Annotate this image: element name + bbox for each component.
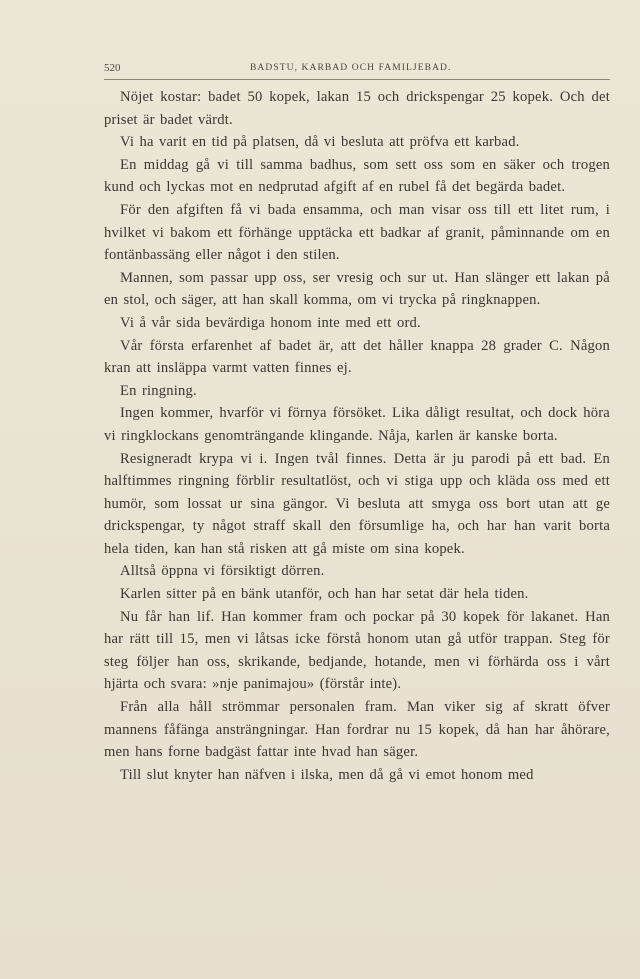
paragraph: För den afgiften få vi bada ensamma, och man visar oss till ett litet rum, i hvilket vi bakom ett förhänge upptäcka ett badkar af granit, påminnande om en fontänbassäng eller något i den stilen.: [104, 201, 610, 264]
paragraph: Vi å vår sida bevärdiga honom inte med ett ord.: [120, 314, 421, 331]
paragraph: Nu får han lif. Han kommer fram och pockar på 30 kopek för lakanet. Han har rätt till 15, men vi låtsas icke förstå honom utan gå utför trappan. Steg för steg följer han oss, skrikande, bedjande, hotande, men vi förhärda oss i vårt hjärta och svara: »nje panimajou» (förstår inte).: [104, 608, 610, 693]
page-number: 520: [104, 62, 121, 74]
header-rule: [104, 79, 610, 80]
paragraph: En middag gå vi till samma badhus, som sett oss som en säker och trogen kund och lyckas mot en nedprutad afgift af en rubel få det begärda badet.: [104, 156, 610, 196]
paragraph: Nöjet kostar: badet 50 kopek, lakan 15 och drickspengar 25 kopek. Och det priset är badet värdt.: [104, 89, 610, 128]
paragraph: Mannen, som passar upp oss, ser vresig och sur ut. Han slänger ett lakan på en stol, och säger, att han skall komma, om vi trycka på ringknappen.: [104, 269, 610, 309]
paragraph: Vår första erfarenhet af badet är, att det håller knappa 28 grader C. Någon kran att insläppa varmt vatten finnes ej.: [104, 337, 610, 377]
body-text: [104, 86, 610, 786]
paragraph: Från alla håll strömmar personalen fram. Man viker sig af skratt öfver mannens fåfänga ansträngningar. Han fordrar nu 15 kopek, då han har åhörare, men hans forne badgäst fattar inte hvad han säger.: [104, 699, 610, 761]
running-title: BADSTU, KARBAD OCH FAMILJEBAD.: [250, 63, 452, 73]
page-header: [104, 60, 610, 80]
paragraph: Alltså öppna vi försiktigt dörren.: [120, 563, 325, 580]
paragraph: Ingen kommer, hvarför vi förnya försöket. Lika dåligt resultat, och dock höra vi ringklockans genomträngande klingande. Nåja, karlen är kanske borta.: [104, 405, 610, 444]
paragraph: En ringning.: [120, 382, 197, 399]
paragraph: Vi ha varit en tid på platsen, då vi besluta att pröfva ett karbad.: [120, 134, 520, 151]
paragraph: Resigneradt krypa vi i. Ingen tvål finnes. Detta är ju parodi på ett bad. En halftimmes ringning förblir resultatlöst, och vi stiga upp och kläda oss med ett humör, som lossat ur sina gängor. Vi besluta att smyga oss bort utan att ge drickspengar, ty något straff skall den försumlige ha, och har han varit borta hela tiden, kan han stå risken att gå miste om sina kopek.: [104, 450, 610, 557]
paragraph: Till slut knyter han näfven i ilska, men då gå vi emot honom med: [120, 766, 534, 783]
paragraph: Karlen sitter på en bänk utanför, och han har setat där hela tiden.: [120, 586, 529, 603]
